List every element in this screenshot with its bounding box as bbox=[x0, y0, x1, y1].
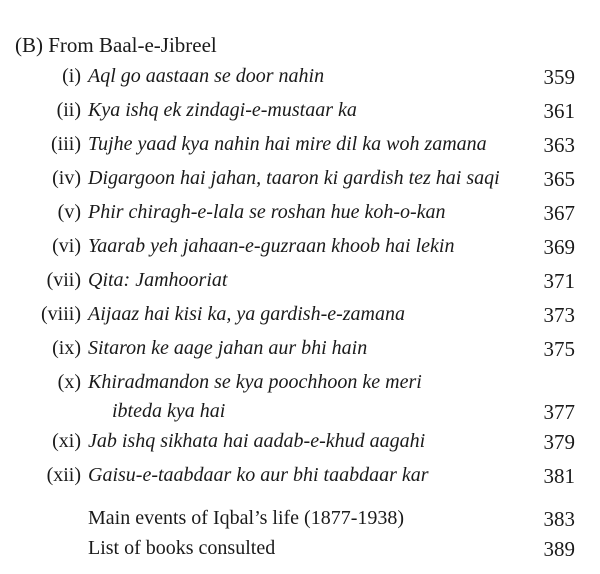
toc-appendix-books-consulted bbox=[0, 537, 600, 567]
entry-number: (i) bbox=[62, 65, 81, 87]
toc-entry-x bbox=[0, 371, 600, 431]
entry-page-number: 381 bbox=[543, 464, 575, 488]
entry-number: (xii) bbox=[46, 464, 81, 486]
entry-title: Phir chiragh-e-lala se roshan hue koh-o-kan bbox=[88, 201, 446, 223]
entry-number: (iv) bbox=[52, 167, 81, 189]
entry-page-number: 375 bbox=[543, 337, 575, 361]
entry-title: Aql go aastaan se door nahin bbox=[88, 65, 325, 87]
entry-page-number: 383 bbox=[543, 507, 575, 531]
entry-page-number: 363 bbox=[543, 133, 575, 157]
entry-number: (vi) bbox=[52, 235, 81, 257]
entry-title: Qita: Jamhooriat bbox=[88, 269, 228, 291]
entry-page-number: 373 bbox=[543, 303, 575, 327]
toc-entry-ii bbox=[0, 99, 600, 129]
toc-entry-viii bbox=[0, 303, 600, 333]
entry-title: Digargoon hai jahan, taaron ki gardish tez hai saqi bbox=[88, 167, 500, 189]
entry-title-continuation: ibteda kya hai bbox=[112, 400, 226, 422]
entry-number: (viii) bbox=[41, 303, 81, 325]
toc-entry-iii bbox=[0, 133, 600, 163]
toc-entry-iv bbox=[0, 167, 600, 197]
entry-page-number: 361 bbox=[543, 99, 575, 123]
entry-title: Tujhe yaad kya nahin hai mire dil ka woh zamana bbox=[88, 133, 487, 155]
entry-number: (ix) bbox=[52, 337, 81, 359]
entry-page-number: 371 bbox=[543, 269, 575, 293]
entry-title: List of books consulted bbox=[88, 537, 276, 559]
entry-title: Kya ishq ek zindagi-e-mustaar ka bbox=[88, 99, 357, 121]
toc-entry-vii bbox=[0, 269, 600, 299]
entry-number: (vii) bbox=[46, 269, 81, 291]
entry-number: (iii) bbox=[51, 133, 81, 155]
entry-page-number: 359 bbox=[543, 65, 575, 89]
entry-page-number: 365 bbox=[543, 167, 575, 191]
entry-page-number: 369 bbox=[543, 235, 575, 259]
toc-entry-v bbox=[0, 201, 600, 231]
toc-appendix-life-events bbox=[0, 507, 600, 537]
entry-page-number: 367 bbox=[543, 201, 575, 225]
toc-entry-vi bbox=[0, 235, 600, 265]
entry-page-number: 389 bbox=[543, 537, 575, 561]
entry-title: Yaarab yeh jahaan-e-guzraan khoob hai lekin bbox=[88, 235, 455, 257]
entry-number: (x) bbox=[57, 371, 81, 393]
entry-number: (v) bbox=[57, 201, 81, 223]
entry-page-number: 379 bbox=[543, 430, 575, 454]
entry-title: Jab ishq sikhata hai aadab-e-khud aagahi bbox=[88, 430, 426, 452]
entry-title: Aijaaz hai kisi ka, ya gardish-e-zamana bbox=[88, 303, 406, 325]
toc-entry-i bbox=[0, 65, 600, 95]
toc-entry-ix bbox=[0, 337, 600, 367]
entry-title: Sitaron ke aage jahan aur bhi hain bbox=[88, 337, 368, 359]
entry-page-number: 377 bbox=[543, 400, 575, 424]
entry-title: Main events of Iqbal’s life (1877-1938) bbox=[88, 507, 405, 529]
entry-title: Gaisu-e-taabdaar ko aur bhi taabdaar kar bbox=[88, 464, 429, 486]
section-heading: (B) From Baal-e-Jibreel bbox=[15, 33, 217, 57]
toc-entry-xi bbox=[0, 430, 600, 460]
toc-entry-xii bbox=[0, 464, 600, 494]
entry-number: (ii) bbox=[56, 99, 81, 121]
entry-number: (xi) bbox=[52, 430, 81, 452]
entry-title: Khiradmandon se kya poochhoon ke meri bbox=[88, 371, 422, 393]
